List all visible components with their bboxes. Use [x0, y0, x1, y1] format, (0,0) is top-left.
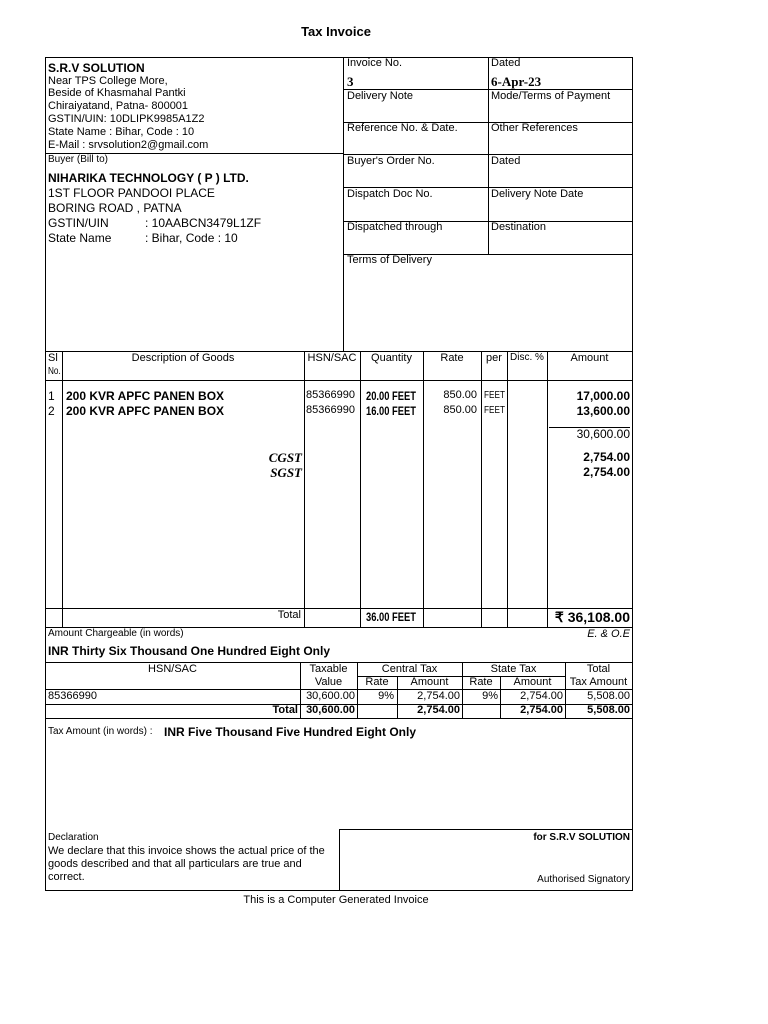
dispatch-doc-no-label: Dispatch Doc No.: [347, 188, 433, 200]
tax-row-s-amount: 2,754.00: [520, 690, 563, 702]
row-2-amount: 13,600.00: [576, 404, 630, 418]
buyer-heading: Buyer (Bill to): [48, 154, 109, 165]
tax-total-s-amount: 2,754.00: [520, 704, 563, 716]
row-1-amount: 17,000.00: [576, 389, 630, 403]
amount-words-label: Amount Chargeable (in words): [48, 628, 184, 639]
row-1-per: FEET: [484, 390, 505, 401]
tax-col-central-header: Central Tax: [381, 663, 438, 675]
row-2-description: 200 KVR APFC PANEN BOX: [66, 404, 225, 418]
row-1-rate: 850.00: [443, 389, 477, 401]
buyer-address-line-1: 1ST FLOOR PANDOOI PLACE: [48, 186, 215, 200]
tax-row-hsn: 85366990: [48, 690, 97, 702]
terms-of-delivery-label: Terms of Delivery: [347, 254, 432, 266]
mode-terms-label: Mode/Terms of Payment: [491, 90, 611, 102]
col-per-header: per: [486, 352, 502, 364]
dated-value: 6-Apr-23: [491, 74, 542, 89]
authorised-signatory: Authorised Signatory: [537, 874, 630, 885]
tax-row-taxable: 30,600.00: [306, 690, 355, 702]
items-total-quantity: 36.00 FEET: [366, 610, 416, 624]
col-disc-header: Disc. %: [510, 352, 544, 363]
tax-col-total-header-1: Total: [586, 663, 611, 675]
tax-col-total-header-2: Tax Amount: [569, 676, 628, 688]
footer-note: This is a Computer Generated Invoice: [243, 894, 429, 906]
col-sl-header: Sl: [48, 352, 58, 364]
other-references-label: Other References: [491, 122, 578, 134]
subtotal-amount: 30,600.00: [576, 427, 630, 441]
tax-total-label: Total: [272, 704, 298, 716]
amount-words-value: INR Thirty Six Thousand One Hundred Eight Only: [48, 644, 331, 658]
tax-col-c-rate-header: Rate: [365, 676, 389, 688]
sgst-amount: 2,754.00: [583, 465, 630, 479]
eoe-label: E. & O.E: [587, 628, 630, 640]
tax-col-s-rate-header: Rate: [469, 676, 493, 688]
reference-no-label: Reference No. & Date.: [347, 122, 458, 134]
delivery-note-label: Delivery Note: [347, 90, 414, 102]
declaration-line-1: We declare that this invoice shows the actual price of the: [48, 845, 325, 857]
tax-row-c-rate: 9%: [378, 690, 394, 702]
seller-state: State Name : Bihar, Code : 10: [48, 126, 195, 138]
declaration-heading: Declaration: [48, 832, 99, 843]
tax-col-c-amount-header: Amount: [410, 676, 449, 688]
seller-address-line-2: Beside of Khasmahal Pantki: [48, 87, 186, 99]
tax-row-s-rate: 9%: [482, 690, 498, 702]
tax-total-taxable: 30,600.00: [306, 704, 355, 716]
delivery-note-date-label: Delivery Note Date: [491, 188, 584, 200]
invoice-no-label: Invoice No.: [347, 57, 403, 69]
seller-address-line-1: Near TPS College More,: [48, 75, 168, 87]
tax-total-total: 5,508.00: [587, 704, 630, 716]
col-amount-header: Amount: [570, 352, 609, 364]
row-2-rate: 850.00: [443, 404, 477, 416]
row-2-hsn: 85366990: [306, 404, 355, 416]
seller-email: E-Mail : srvsolution2@gmail.com: [48, 139, 209, 151]
seller-gstin: GSTIN/UIN: 10DLIPK9985A1Z2: [48, 113, 205, 125]
items-total-amount: ₹ 36,108.00: [554, 609, 630, 625]
tax-row-total: 5,508.00: [587, 690, 630, 702]
cgst-label: CGST: [268, 450, 302, 465]
row-1-hsn: 85366990: [306, 389, 355, 401]
tax-col-state-header: State Tax: [490, 663, 537, 675]
declaration-line-3: correct.: [48, 871, 85, 883]
signatory-for-label: for S.R.V SOLUTION: [533, 832, 630, 843]
buyer-gstin-value: : 10AABCN3479L1ZF: [145, 216, 262, 230]
buyer-name: NIHARIKA TECHNOLOGY ( P ) LTD.: [48, 171, 249, 185]
tax-col-taxable-header-1: Taxable: [309, 663, 348, 675]
tax-row-c-amount: 2,754.00: [417, 690, 460, 702]
tax-col-hsn-header: HSN/SAC: [148, 663, 197, 675]
destination-label: Destination: [491, 221, 547, 233]
tax-words-label: Tax Amount (in words) :: [48, 726, 153, 737]
dated-label: Dated: [491, 57, 521, 69]
tax-words-value: INR Five Thousand Five Hundred Eight Only: [164, 725, 417, 739]
row-1-description: 200 KVR APFC PANEN BOX: [66, 389, 225, 403]
tax-col-s-amount-header: Amount: [513, 676, 552, 688]
declaration-line-2: goods described and that all particulars are true and: [48, 858, 302, 870]
seller-name: S.R.V SOLUTION: [48, 61, 145, 75]
buyer-address-line-2: BORING ROAD , PATNA: [48, 201, 182, 215]
buyers-order-no-label: Buyer's Order No.: [347, 155, 435, 167]
row-2-sl: 2: [48, 404, 55, 418]
items-total-label: Total: [277, 609, 301, 621]
invoice-no-value: 3: [347, 74, 354, 89]
buyer-state-label: State Name: [48, 231, 112, 245]
row-2-per: FEET: [484, 405, 505, 416]
buyer-state-value: : Bihar, Code : 10: [145, 231, 238, 245]
col-rate-header: Rate: [440, 352, 464, 364]
dispatched-through-label: Dispatched through: [347, 221, 443, 233]
dated2-label: Dated: [491, 155, 521, 167]
page-title: Tax Invoice: [301, 24, 371, 39]
tax-total-c-amount: 2,754.00: [417, 704, 460, 716]
tax-col-taxable-header-2: Value: [314, 676, 343, 688]
col-sl-no-header: No.: [48, 366, 61, 377]
seller-address-line-3: Chiraiyatand, Patna- 800001: [48, 100, 189, 112]
row-1-quantity: 20.00 FEET: [366, 389, 416, 403]
sgst-label: SGST: [270, 465, 302, 480]
cgst-amount: 2,754.00: [583, 450, 630, 464]
buyer-gstin-label: GSTIN/UIN: [48, 216, 109, 230]
col-description-header: Description of Goods: [131, 352, 235, 364]
col-quantity-header: Quantity: [371, 352, 412, 364]
row-1-sl: 1: [48, 389, 55, 403]
col-hsn-header: HSN/SAC: [307, 352, 357, 364]
row-2-quantity: 16.00 FEET: [366, 404, 416, 418]
